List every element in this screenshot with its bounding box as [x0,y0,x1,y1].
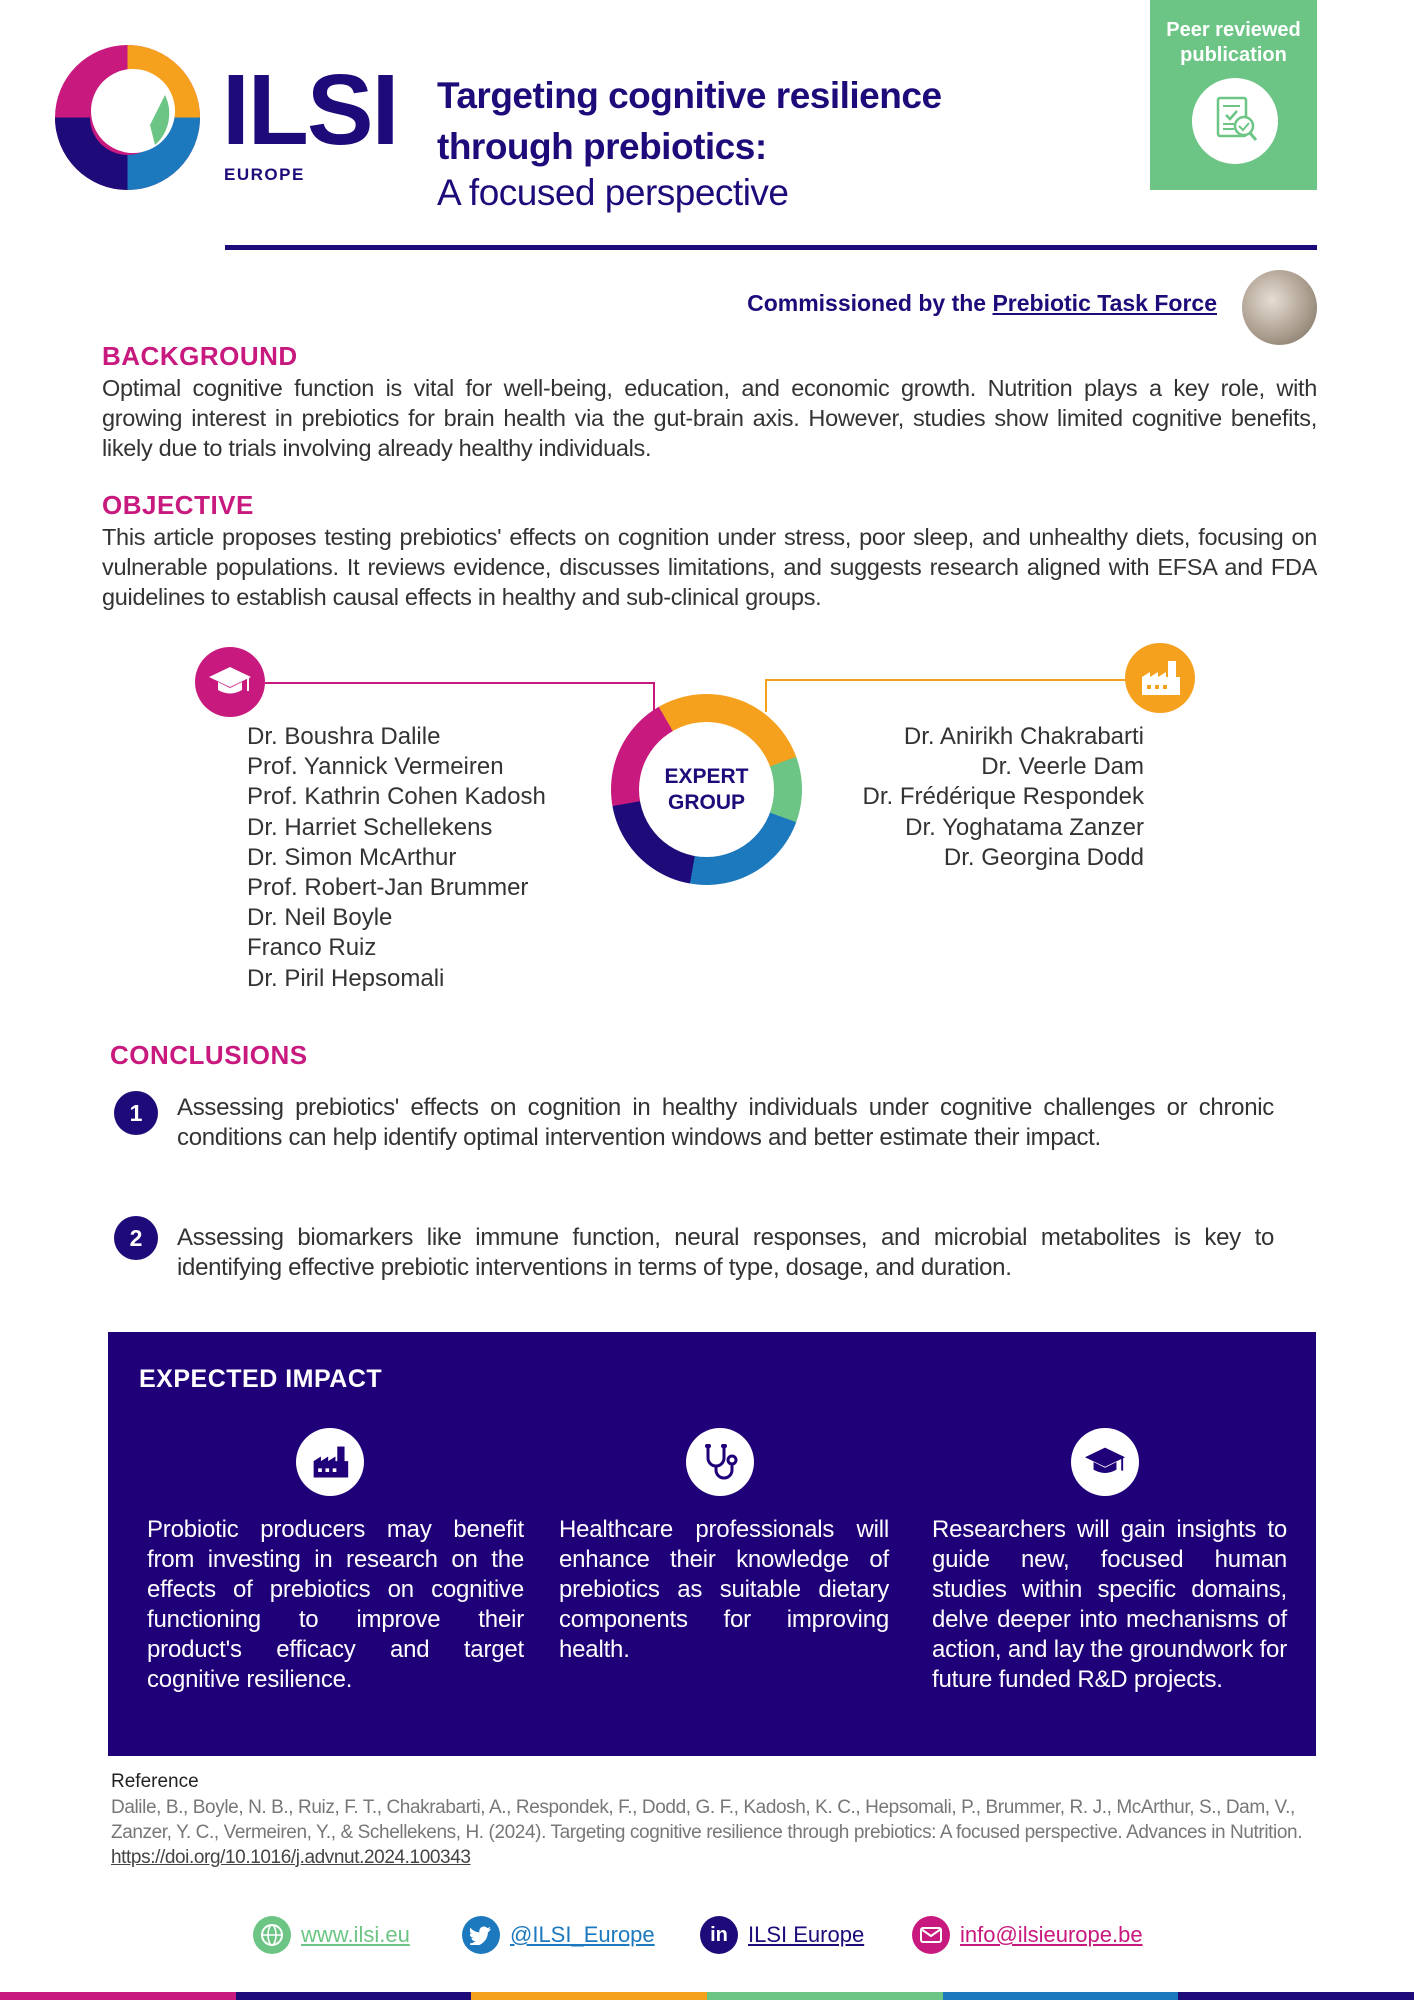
logo-subtitle: EUROPE [224,165,305,184]
list-item: Dr. Veerle Dam [981,753,1144,781]
impact-text-healthcare: Healthcare professionals will enhance their knowledge of prebiotics as suitable dietary components for improving health. [559,1516,889,1663]
logo-wordmark: ILSI [222,54,398,166]
list-item: Prof. Robert-Jan Brummer [247,874,529,902]
conclusions-heading: CONCLUSIONS [110,1040,308,1070]
title-line-2: through prebiotics: [437,126,767,167]
peer-badge-text [1150,18,1317,68]
task-force-photo [1242,270,1317,345]
reference-heading: Reference [111,1771,199,1792]
expected-impact-panel [108,1332,1316,1756]
list-item: Dr. Neil Boyle [247,904,393,932]
list-item: Dr. Yoghatama Zanzer [905,813,1144,841]
header-divider [225,245,1317,250]
background-heading: BACKGROUND [102,341,298,371]
conclusion-text-1: Assessing prebiotics' effects on cognition in healthy individuals under cognitive challenges or chronic conditions can help identify optimal intervention windows and better estimate their impact. [177,1094,1274,1151]
list-item: Prof. Yannick Vermeiren [247,753,504,781]
reference-text [111,1795,1316,1870]
list-item: Dr. Anirikh Chakrabarti [903,723,1144,750]
footer-twitter[interactable] [462,1916,655,1954]
conclusion-text-2: Assessing biomarkers like immune function, neural responses, and microbial metabolites is key to identifying effective prebiotic interventions in terms of type, dosage, and duration. [177,1224,1274,1281]
page-title [437,70,942,172]
list-item: Dr. Georgina Dodd [943,843,1144,871]
impact-heading: EXPECTED IMPACT [139,1365,383,1393]
connector-right-drop [765,679,767,712]
objective-text: This article proposes testing prebiotics' effects on cognition under stress, poor sleep, and unhealthy diets, focusing on vulnerable populations. It reviews evidence, discusses limitations, and suggests research aligned with EFSA and FDA guidelines to establish causal effects in healthy and sub-clinical groups. [102,524,1317,610]
conclusion-number-1: 1 [114,1091,158,1135]
reference-citation: Dalile, B., Boyle, N. B., Ruiz, F. T., Chakrabarti, A., Respondek, F., Dodd, G. F., Kadosh, K. C., Hepsomali, P., Brummer, R. J., McArthur, S., Dam, V., Zanzer, Y. C., Vermeiren, Y., & Schellekens, H. (2024). Targeting cognitive resilience through prebiotics: A focused perspective. Advances in Nutrition. [111,1797,1303,1843]
prebiotic-task-force-link[interactable]: Prebiotic Task Force [992,290,1217,316]
ilsi-logo-mark [55,45,200,190]
graduation-cap-icon [195,647,265,717]
background-text: Optimal cognitive function is vital for well-being, education, and economic growth. Nutrition plays a key role, with growing interest in prebiotics for brain health via the gut-brain axis. However, studies show limited cognitive benefits, likely due to trials involving already healthy individuals. [102,375,1317,461]
list-item: Franco Ruiz [247,934,377,962]
commission-prefix: Commissioned by the [747,290,987,316]
graduation-cap-icon [1071,1428,1139,1496]
globe-icon [253,1916,291,1954]
connector-right [765,679,1132,681]
doi-link[interactable]: https://doi.org/10.1016/j.advnut.2024.100343 [111,1847,471,1868]
academic-experts-list [247,722,546,994]
linkedin-link[interactable]: ILSI Europe [748,1922,865,1947]
impact-text-producers: Probiotic producers may benefit from investing in research on the effects of prebiotics on cognitive functioning to improve their product's efficacy and target cognitive resilience. [147,1516,524,1693]
expert-label-line-2: GROUP [667,790,745,814]
title-line-1: Targeting cognitive resilience [437,75,942,116]
industry-experts-list [863,722,1144,873]
page-subtitle: A focused perspective [437,172,789,213]
peer-badge-line-1: Peer reviewed [1166,19,1301,41]
factory-icon [1125,643,1195,713]
expert-group-ring [611,694,802,885]
peer-badge-line-2: publication [1180,44,1287,66]
list-item: Dr. Piril Hepsomali [247,964,445,992]
connector-left [265,682,655,684]
list-item: Dr. Frédérique Respondek [862,783,1144,811]
expert-label-line-1: EXPERT [664,764,749,788]
conclusion-number-2: 2 [114,1216,158,1260]
bottom-color-bar [0,1992,1414,2000]
list-item: Dr. Boushra Dalile [247,723,441,750]
footer-email[interactable] [912,1916,1143,1954]
connector-left-drop [653,682,655,712]
email-link[interactable]: info@ilsieurope.be [960,1922,1143,1947]
expert-group-label [639,722,774,857]
website-link[interactable]: www.ilsi.eu [301,1922,410,1947]
mail-icon [912,1916,950,1954]
footer-linkedin[interactable] [700,1916,864,1954]
commission-line [747,290,1217,317]
list-item: Dr. Harriet Schellekens [247,813,493,841]
factory-icon [296,1428,364,1496]
list-item: Dr. Simon McArthur [247,843,457,871]
peer-reviewed-badge [1150,0,1317,190]
document-check-icon [1192,78,1278,164]
list-item: Prof. Kathrin Cohen Kadosh [247,783,546,811]
linkedin-icon: in [700,1916,738,1954]
objective-heading: OBJECTIVE [102,490,254,520]
twitter-link[interactable]: @ILSI_Europe [510,1922,655,1947]
stethoscope-icon [686,1428,754,1496]
impact-text-researchers: Researchers will gain insights to guide new, focused human studies within specific domains, delve deeper into mechanisms of action, and lay the groundwork for future funded R&D projects. [932,1516,1287,1693]
footer-website[interactable] [253,1916,410,1954]
twitter-icon [462,1916,500,1954]
